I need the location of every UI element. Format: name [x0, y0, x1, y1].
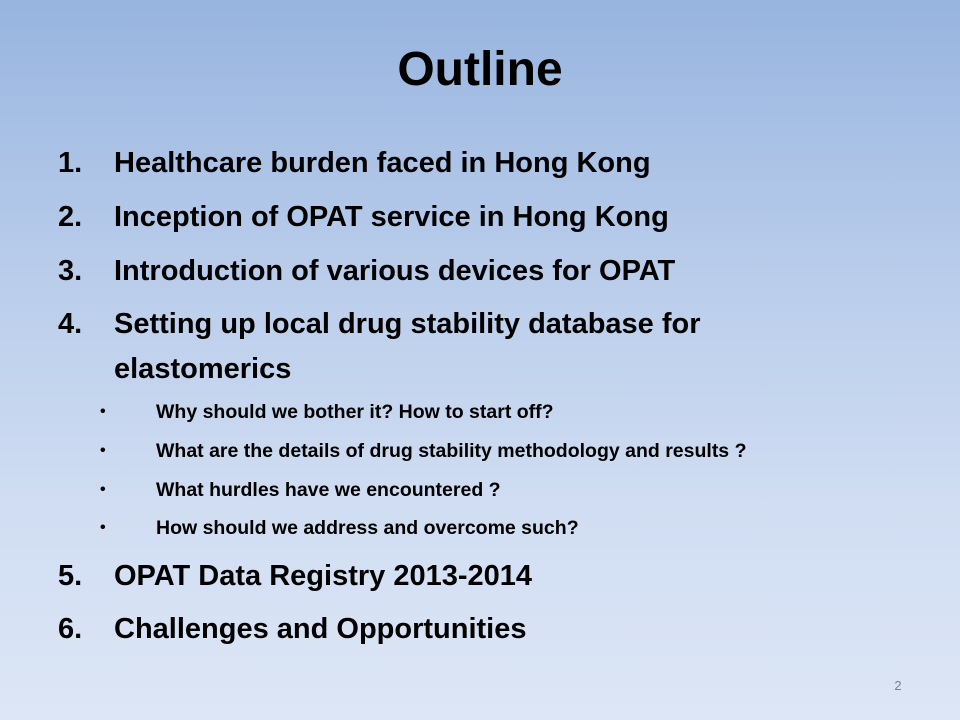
page-number: 2: [894, 678, 902, 693]
item-text-line1: Setting up local drug stability database for: [114, 308, 701, 340]
item-text: OPAT Data Registry 2013-2014: [114, 560, 533, 592]
sub-item-text: What hurdles have we encountered ?: [156, 479, 501, 501]
slide-title: Outline: [397, 43, 563, 96]
sub-item-text: Why should we bother it? How to start off?: [156, 401, 554, 423]
item-number: 4.: [58, 308, 83, 340]
sub-item-text: How should we address and overcome such?: [156, 517, 579, 539]
bullet: •: [100, 481, 106, 498]
item-text-line2: elastomerics: [114, 353, 292, 385]
item-text: Introduction of various devices for OPAT: [114, 255, 676, 287]
item-text: Healthcare burden faced in Hong Kong: [114, 147, 651, 179]
item-number: 1.: [58, 147, 83, 179]
item-number: 3.: [58, 255, 83, 287]
bullet: •: [100, 403, 106, 420]
sub-item-text: What are the details of drug stability methodology and results ?: [156, 440, 747, 462]
item-number: 6.: [58, 613, 83, 645]
item-number: 5.: [58, 560, 83, 592]
item-text: Challenges and Opportunities: [114, 613, 527, 645]
item-text: Inception of OPAT service in Hong Kong: [114, 201, 669, 233]
bullet: •: [100, 442, 106, 459]
item-number: 2.: [58, 201, 83, 233]
outline-item: [58, 302, 878, 392]
bullet: •: [100, 519, 106, 536]
